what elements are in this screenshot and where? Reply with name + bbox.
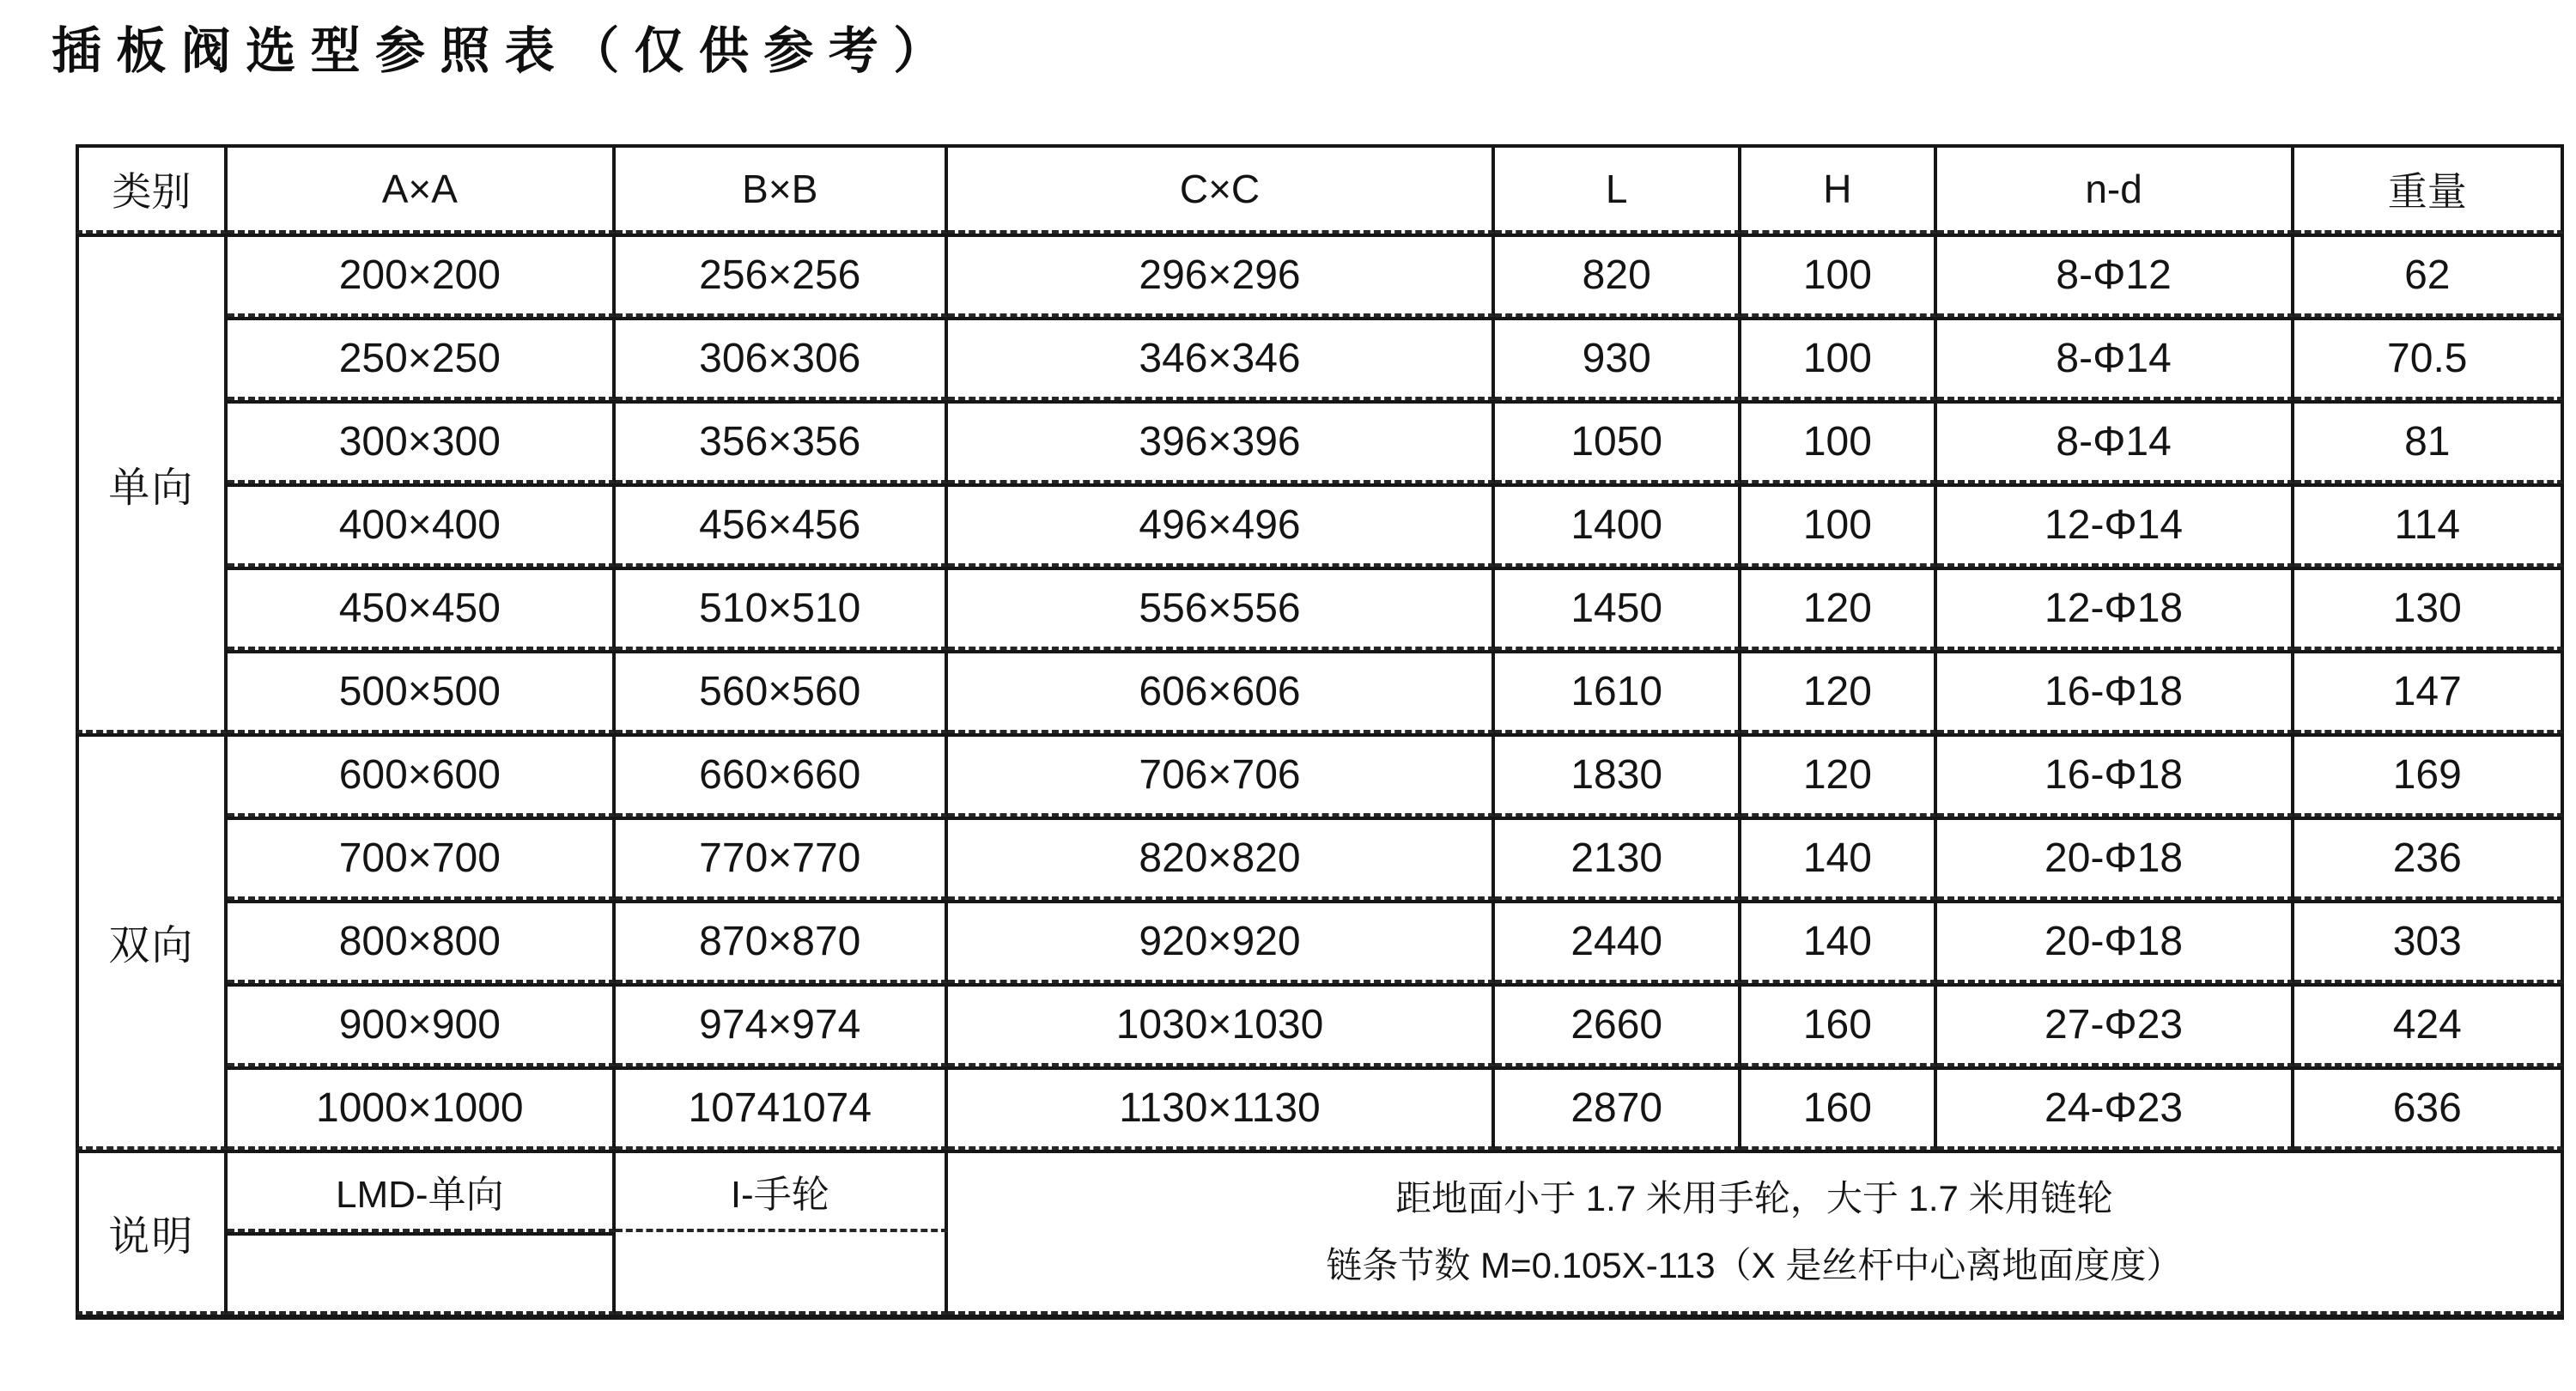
cell-a: 250×250 [228, 317, 616, 400]
notes-label: 说明 [76, 1150, 228, 1315]
cell-l: 1610 [1495, 650, 1741, 733]
cell-h: 100 [1741, 483, 1936, 567]
notes-model-cell: LMD-单向 [228, 1150, 616, 1232]
col-header-nd: n-d [1937, 144, 2294, 234]
cell-weight: 81 [2294, 400, 2564, 483]
cell-c: 1130×1130 [948, 1066, 1496, 1150]
table-row [76, 567, 2564, 650]
cell-weight: 70.5 [2294, 317, 2564, 400]
cell-l: 820 [1495, 234, 1741, 317]
cell-h: 160 [1741, 983, 1936, 1066]
cell-l: 2870 [1495, 1066, 1741, 1150]
cell-a: 1000×1000 [228, 1066, 616, 1150]
notes-wheel-cell: I-手轮 [616, 1150, 948, 1232]
table-row [76, 234, 2564, 317]
table-row [76, 733, 2564, 817]
cell-weight: 236 [2294, 817, 2564, 900]
cell-h: 100 [1741, 317, 1936, 400]
cell-nd: 27-Φ23 [1937, 983, 2294, 1066]
cell-c: 920×920 [948, 900, 1496, 983]
cell-l: 930 [1495, 317, 1741, 400]
cell-l: 1050 [1495, 400, 1741, 483]
cell-a: 300×300 [228, 400, 616, 483]
cell-a: 600×600 [228, 733, 616, 817]
cell-l: 2440 [1495, 900, 1741, 983]
cell-h: 160 [1741, 1066, 1936, 1150]
cell-l: 1830 [1495, 733, 1741, 817]
cell-a: 900×900 [228, 983, 616, 1066]
cell-h: 140 [1741, 900, 1936, 983]
cell-a: 200×200 [228, 234, 616, 317]
cell-b: 770×770 [616, 817, 948, 900]
cell-b: 560×560 [616, 650, 948, 733]
cell-h: 140 [1741, 817, 1936, 900]
cell-a: 700×700 [228, 817, 616, 900]
cell-l: 1450 [1495, 567, 1741, 650]
table-row [76, 1066, 2564, 1150]
cell-weight: 147 [2294, 650, 2564, 733]
table-row [76, 983, 2564, 1066]
cell-nd: 8-Φ14 [1937, 317, 2294, 400]
cell-b: 660×660 [616, 733, 948, 817]
cell-a: 450×450 [228, 567, 616, 650]
cell-nd: 20-Φ18 [1937, 900, 2294, 983]
table-row [76, 317, 2564, 400]
cell-c: 706×706 [948, 733, 1496, 817]
page-title: 插板阀选型参照表（仅供参考） [52, 23, 958, 79]
cell-c: 1030×1030 [948, 983, 1496, 1066]
cell-b: 974×974 [616, 983, 948, 1066]
col-header-category: 类别 [76, 144, 228, 234]
notes-empty-cell-1 [228, 1232, 616, 1315]
cell-weight: 62 [2294, 234, 2564, 317]
table-row [76, 400, 2564, 483]
cell-weight: 636 [2294, 1066, 2564, 1150]
cell-l: 2130 [1495, 817, 1741, 900]
cell-c: 556×556 [948, 567, 1496, 650]
cell-h: 100 [1741, 234, 1936, 317]
cell-b: 356×356 [616, 400, 948, 483]
cell-nd: 20-Φ18 [1937, 817, 2294, 900]
cell-b: 870×870 [616, 900, 948, 983]
cell-c: 820×820 [948, 817, 1496, 900]
cell-nd: 8-Φ14 [1937, 400, 2294, 483]
cell-c: 296×296 [948, 234, 1496, 317]
cell-b: 510×510 [616, 567, 948, 650]
cell-b: 306×306 [616, 317, 948, 400]
cell-a: 400×400 [228, 483, 616, 567]
col-header-h: H [1741, 144, 1936, 234]
cell-nd: 24-Φ23 [1937, 1066, 2294, 1150]
spec-table [76, 144, 2564, 1320]
cell-nd: 8-Φ12 [1937, 234, 2294, 317]
notes-text-cell [948, 1150, 2564, 1315]
col-header-b: B×B [616, 144, 948, 234]
cell-weight: 114 [2294, 483, 2564, 567]
cell-a: 500×500 [228, 650, 616, 733]
cell-h: 120 [1741, 567, 1936, 650]
col-header-l: L [1495, 144, 1741, 234]
cell-a: 800×800 [228, 900, 616, 983]
notes-line-2: 链条节数 M=0.105X-113（X 是丝杆中心离地面度度） [1326, 1245, 2183, 1285]
cell-b: 256×256 [616, 234, 948, 317]
cell-b: 10741074 [616, 1066, 948, 1150]
col-header-weight: 重量 [2294, 144, 2564, 234]
table-row [76, 650, 2564, 733]
cell-c: 396×396 [948, 400, 1496, 483]
header-row [76, 144, 2564, 234]
group-label-twoway: 双向 [76, 733, 228, 1150]
cell-weight: 130 [2294, 567, 2564, 650]
cell-weight: 424 [2294, 983, 2564, 1066]
notes-empty-cell-2 [616, 1232, 948, 1315]
cell-nd: 12-Φ14 [1937, 483, 2294, 567]
cell-b: 456×456 [616, 483, 948, 567]
notes-line-1: 距地面小于 1.7 米用手轮，大于 1.7 米用链轮 [1395, 1177, 2113, 1218]
cell-nd: 16-Φ18 [1937, 733, 2294, 817]
table-row [76, 817, 2564, 900]
cell-c: 606×606 [948, 650, 1496, 733]
table-row [76, 483, 2564, 567]
group-label-oneway: 单向 [76, 234, 228, 733]
cell-l: 1400 [1495, 483, 1741, 567]
cell-weight: 303 [2294, 900, 2564, 983]
notes-row [76, 1150, 2564, 1232]
cell-nd: 16-Φ18 [1937, 650, 2294, 733]
cell-c: 346×346 [948, 317, 1496, 400]
cell-c: 496×496 [948, 483, 1496, 567]
table-row [76, 900, 2564, 983]
cell-h: 100 [1741, 400, 1936, 483]
cell-l: 2660 [1495, 983, 1741, 1066]
col-header-c: C×C [948, 144, 1496, 234]
cell-h: 120 [1741, 650, 1936, 733]
cell-h: 120 [1741, 733, 1936, 817]
cell-nd: 12-Φ18 [1937, 567, 2294, 650]
cell-weight: 169 [2294, 733, 2564, 817]
col-header-a: A×A [228, 144, 616, 234]
